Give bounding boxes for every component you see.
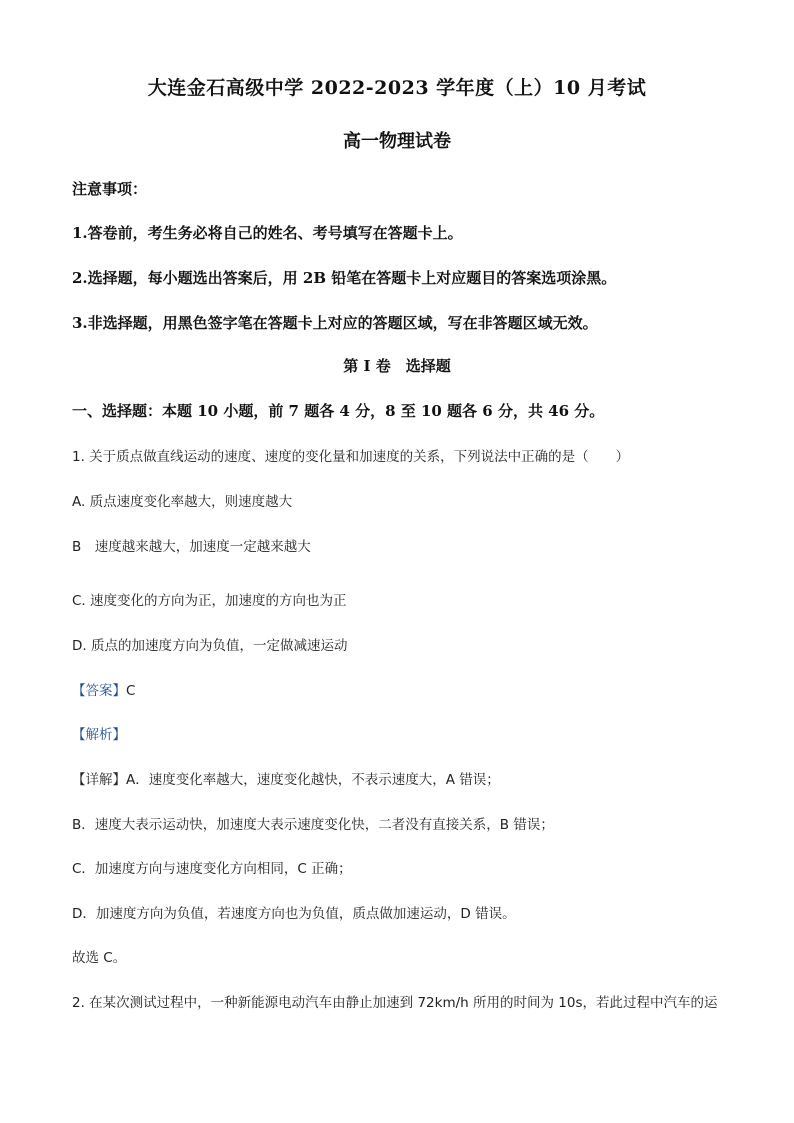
detail-line-a: A．速度变化率越大，速度变化越快，不表示速度大，A 错误； [126, 772, 500, 788]
answer-value: C [126, 683, 136, 699]
question-1-option-d: D. 质点的加速度方向为负值，一定做减速运动 [72, 638, 348, 654]
detail-line-b: B．速度大表示运动快，加速度大表示速度变化快，二者没有直接关系，B 错误； [72, 817, 554, 833]
analysis-label: 【解析】 [72, 727, 126, 743]
exam-subtitle: 高一物理试卷 [343, 131, 451, 152]
detail-line-c: C．加速度方向与速度变化方向相同，C 正确； [72, 861, 352, 877]
note-item-3: 3.非选择题，用黑色签字笔在答题卡上对应的答题区域，写在非答题区域无效。 [72, 314, 598, 332]
detail-label: 【详解】 [72, 772, 126, 788]
part-title: 第 I 卷 选择题 [343, 357, 451, 375]
question-1-stem: 1. 关于质点做直线运动的速度、速度的变化量和加速度的关系，下列说法中正确的是（ ） [72, 449, 630, 465]
answer-row [72, 679, 135, 699]
conclusion: 故选 C。 [72, 950, 127, 966]
notes-heading: 注意事项： [72, 180, 148, 198]
detail-row-1 [72, 768, 500, 788]
question-1-option-a: A. 质点速度变化率越大，则速度越大 [72, 494, 293, 510]
question-1-option-b: B 速度越来越大，加速度一定越来越大 [72, 539, 311, 555]
question-1-option-c: C. 速度变化的方向为正，加速度的方向也为正 [72, 593, 347, 609]
note-item-2: 2.选择题，每小题选出答案后，用 2B 铅笔在答题卡上对应题目的答案选项涂黑。 [72, 269, 617, 287]
detail-line-d: D．加速度方向为负值，若速度方向也为负值，质点做加速运动，D 错误。 [72, 906, 516, 922]
section-instruction: 一、选择题：本题 10 小题，前 7 题各 4 分，8 至 10 题各 6 分，共 46 分。 [72, 402, 605, 420]
question-2-stem: 2. 在某次测试过程中，一种新能源电动汽车由静止加速到 72km/h 所用的时间为 10s，若此过程中汽车的运 [72, 995, 718, 1011]
note-item-1: 1.答卷前，考生务必将自己的姓名、考号填写在答题卡上。 [72, 224, 463, 242]
answer-label: 【答案】 [72, 683, 126, 699]
exam-title: 大连金石高级中学 2022-2023 学年度（上）10 月考试 [147, 77, 647, 99]
